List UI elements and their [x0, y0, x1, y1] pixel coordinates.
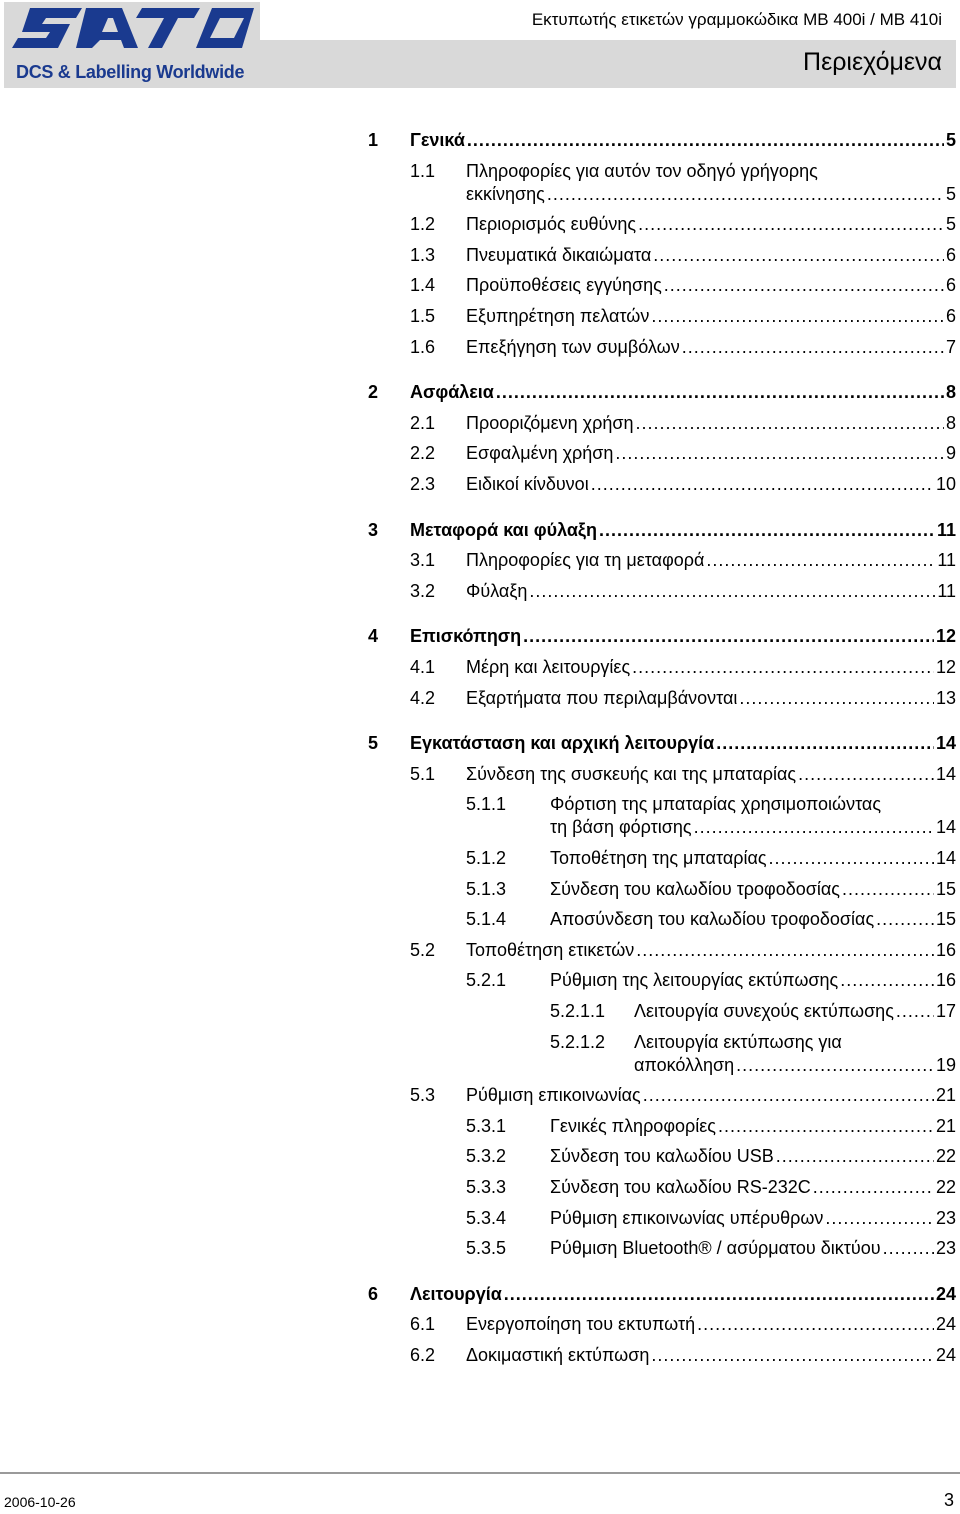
toc-entry-number: 1.1 — [410, 160, 436, 181]
toc-entry-line — [410, 127, 956, 153]
toc-page-number: 6 — [945, 275, 956, 296]
toc-entry-title: Λειτουργία — [410, 1283, 502, 1304]
toc-leader-dots — [840, 967, 934, 993]
toc-entry-title: Προοριζόμενη χρήση — [466, 412, 634, 433]
toc-leader-dots — [694, 814, 934, 840]
toc-entry-title: Πληροφορίες για τη μεταφορά — [466, 550, 705, 571]
toc-entry-number: 5.2.1.1 — [550, 1001, 606, 1021]
toc-entry-number: 1.3 — [410, 244, 436, 265]
toc-entry[interactable] — [0, 761, 960, 787]
toc-page-number: 16 — [935, 939, 956, 960]
toc-page-number: 11 — [937, 550, 956, 571]
toc-entry-number: 4.1 — [410, 657, 436, 677]
toc-entry-number: 5.1.3 — [466, 878, 507, 899]
toc-entry[interactable] — [0, 158, 960, 207]
toc-entry-number: 5.2 — [410, 939, 436, 960]
toc-entry-title: εκκίνησης — [466, 183, 545, 204]
toc-leader-dots — [876, 906, 934, 932]
toc-entry-number: 6 — [368, 1283, 379, 1304]
toc-entry-line — [466, 937, 956, 963]
toc-entry-title: Εσφαλμένη χρήση — [466, 443, 614, 464]
toc-entry-title: Εξυπηρέτηση πελατών — [466, 306, 650, 326]
toc-entry-title: Ρύθμιση Bluetooth® / ασύρματου δικτύου — [550, 1238, 881, 1259]
toc-page-number: 15 — [935, 909, 956, 930]
toc-entry-title: Επεξήγηση των συμβόλων — [466, 336, 680, 357]
toc-entry-title: Σύνδεση της συσκευής και της μπαταρίας — [466, 763, 797, 784]
toc-page-number: 14 — [935, 763, 956, 784]
toc-page-number: 24 — [935, 1283, 956, 1304]
toc-entry[interactable] — [0, 967, 960, 993]
toc-entry-line — [466, 547, 956, 573]
toc-entry[interactable] — [0, 1205, 960, 1231]
toc-entry-line — [410, 623, 956, 649]
toc-page-number: 23 — [935, 1238, 956, 1259]
toc-entry[interactable] — [0, 1143, 960, 1169]
toc-entry-line — [550, 1113, 956, 1139]
toc-entry-title: Φύλαξη — [466, 580, 528, 601]
toc-entry-title: Μέρη και λειτουργίες — [466, 657, 631, 677]
toc-entry-title: Ρύθμιση επικοινωνίας — [466, 1085, 641, 1106]
toc-entry-number: 5.3.2 — [466, 1146, 507, 1167]
toc-leader-dots — [599, 517, 935, 543]
toc-page-number: 12 — [935, 657, 956, 677]
toc-entry-title: Επισκόπηση — [410, 626, 522, 647]
toc-leader-dots — [896, 998, 934, 1024]
toc-leader-dots — [504, 1281, 934, 1307]
toc-leader-dots — [591, 471, 934, 497]
toc-page-number: 5 — [945, 214, 956, 235]
toc-chapter[interactable] — [0, 1281, 960, 1307]
toc-page-number: 8 — [945, 382, 956, 403]
toc-entry-number: 1.5 — [410, 306, 436, 326]
toc-leader-dots — [769, 845, 934, 871]
toc-entry-number: 6.1 — [410, 1314, 436, 1335]
toc-entry-number: 5.1.2 — [466, 848, 507, 868]
toc-page-number: 22 — [935, 1146, 956, 1167]
toc-page-number: 24 — [935, 1314, 956, 1335]
toc-page-number: 15 — [935, 878, 956, 899]
toc-entry[interactable] — [0, 547, 960, 573]
toc-entry-title: Αποσύνδεση του καλωδίου τροφοδοσίας — [550, 909, 875, 930]
toc-leader-dots — [467, 127, 944, 153]
toc-page-number: 14 — [935, 817, 956, 838]
toc-entry[interactable] — [0, 578, 960, 604]
toc-page-number: 11 — [937, 580, 956, 601]
toc-page-number: 6 — [945, 244, 956, 265]
toc-entry[interactable] — [0, 791, 960, 840]
toc-page-number: 21 — [935, 1085, 956, 1106]
toc-leader-dots — [523, 623, 934, 649]
toc-entry-number: 5.3 — [410, 1085, 436, 1106]
toc-entry-number: 1 — [368, 130, 379, 150]
toc-entry-number: 5.2.1.2 — [550, 1031, 606, 1052]
toc-entry-line — [550, 1205, 956, 1231]
toc-entry[interactable] — [0, 937, 960, 963]
toc-entry-line — [466, 654, 956, 680]
toc-entry-number: 5.2.1 — [466, 970, 507, 991]
toc-entry[interactable] — [0, 303, 960, 329]
toc-entry-number: 6.2 — [410, 1345, 436, 1365]
toc-entry[interactable] — [0, 906, 960, 932]
toc-leader-dots — [529, 578, 935, 604]
footer-date: 2006-10-26 — [4, 1494, 76, 1510]
toc-chapter[interactable] — [0, 730, 960, 756]
toc-entry-title: Ρύθμιση επικοινωνίας υπέρυθρων — [550, 1207, 824, 1228]
toc-page-number: 19 — [935, 1054, 956, 1075]
toc-entry-title: αποκόλληση — [634, 1054, 735, 1075]
toc-entry[interactable] — [0, 998, 960, 1024]
toc-entry-title: Εξαρτήματα που περιλαμβάνονται — [466, 687, 738, 708]
toc-entry-title: Εγκατάσταση και αρχική λειτουργία — [410, 733, 715, 754]
toc-entry[interactable] — [0, 1235, 960, 1261]
toc-leader-dots — [716, 730, 934, 756]
toc-leader-dots — [664, 272, 944, 298]
toc-entry-line — [634, 1052, 956, 1078]
toc-entry-line — [466, 272, 956, 298]
toc-entry-title-line1: Λειτουργία εκτύπωσης για — [634, 1031, 842, 1052]
toc-entry-title: Σύνδεση του καλωδίου USB — [550, 1146, 774, 1167]
toc-entry-line — [550, 876, 956, 902]
toc-entry-line — [550, 906, 956, 932]
toc-entry-number: 1.2 — [410, 214, 436, 235]
toc-page-number: 22 — [935, 1177, 956, 1197]
toc-page-number: 5 — [945, 183, 956, 204]
toc-leader-dots — [651, 1342, 934, 1368]
toc-entry[interactable] — [0, 1342, 960, 1368]
toc-entry-title: Τοποθέτηση ετικετών — [466, 939, 635, 960]
section-title: Περιεχόμενα — [803, 48, 942, 76]
toc-entry-title-line1: Πληροφορίες για αυτόν τον οδηγό γρήγορης — [466, 160, 818, 181]
toc-page-number: 23 — [935, 1207, 956, 1228]
toc-leader-dots — [842, 876, 934, 902]
toc-page-number: 13 — [935, 687, 956, 708]
toc-entry-line — [550, 1143, 956, 1169]
toc-entry[interactable] — [0, 876, 960, 902]
toc-entry-line — [466, 1082, 956, 1108]
toc-entry[interactable] — [0, 1113, 960, 1139]
toc-entry[interactable] — [0, 440, 960, 466]
toc-entry-title: Γενικά — [410, 130, 465, 150]
toc-entry-number: 5.3.1 — [466, 1115, 507, 1136]
toc-leader-dots — [635, 410, 944, 436]
toc-entry[interactable] — [0, 1311, 960, 1337]
toc-leader-dots — [651, 303, 944, 329]
toc-entry-line — [466, 578, 956, 604]
document-title: Εκτυπωτής ετικετών γραμμοκώδικα MB 400i / MB 410i — [531, 10, 942, 29]
toc-entry-title: Σύνδεση του καλωδίου RS-232C — [550, 1177, 811, 1197]
toc-leader-dots — [813, 1174, 934, 1200]
footer-divider — [0, 1472, 960, 1474]
toc-chapter[interactable] — [0, 517, 960, 543]
toc-entry[interactable] — [0, 654, 960, 680]
toc-entry-line — [466, 1311, 956, 1337]
toc-entry-number: 3.1 — [410, 550, 436, 571]
toc-entry-title: Σύνδεση του καλωδίου τροφοδοσίας — [550, 878, 840, 899]
sato-logo-icon — [12, 4, 262, 52]
toc-entry-line — [410, 1281, 956, 1307]
toc-leader-dots — [638, 211, 944, 237]
toc-page-number: 7 — [945, 336, 956, 357]
toc-entry-title: Γενικές πληροφορίες — [550, 1115, 716, 1136]
toc-entry-title: Τοποθέτηση της μπαταρίας — [550, 848, 767, 868]
toc-entry-number: 4 — [368, 626, 379, 647]
toc-entry[interactable] — [0, 471, 960, 497]
toc-entry[interactable] — [0, 242, 960, 268]
toc-page-number: 5 — [945, 130, 956, 150]
toc-page-number: 8 — [945, 412, 956, 433]
toc-entry-number: 5 — [368, 733, 379, 754]
toc-entry-line — [466, 471, 956, 497]
toc-leader-dots — [776, 1143, 934, 1169]
toc-leader-dots — [547, 181, 944, 207]
toc-entry-line — [550, 845, 956, 871]
toc-entry-line — [466, 242, 956, 268]
toc-entry-line — [466, 1342, 956, 1368]
toc-entry-line — [550, 1174, 956, 1200]
toc-entry-number: 5.3.3 — [466, 1177, 507, 1197]
toc-entry-line — [466, 761, 956, 787]
toc-leader-dots — [798, 761, 934, 787]
toc-entry-number: 1.6 — [410, 336, 436, 357]
toc-entry[interactable] — [0, 211, 960, 237]
toc-page-number: 24 — [935, 1345, 956, 1365]
toc-chapter[interactable] — [0, 623, 960, 649]
toc-page-number: 10 — [935, 474, 956, 494]
toc-entry-line — [466, 181, 956, 207]
toc-leader-dots — [636, 937, 934, 963]
logo-area — [4, 2, 260, 88]
toc-chapter[interactable] — [0, 127, 960, 153]
logo-tagline: DCS & Labelling Worldwide — [16, 62, 245, 82]
toc-chapter[interactable] — [0, 379, 960, 405]
toc-entry-line — [410, 379, 956, 405]
toc-page-number: 6 — [945, 306, 956, 326]
toc-entry-number: 5.3.5 — [466, 1238, 507, 1259]
toc-entry-line — [466, 440, 956, 466]
toc-page-number: 14 — [935, 733, 956, 754]
toc-leader-dots — [653, 242, 944, 268]
footer-page-number: 3 — [943, 1490, 954, 1510]
toc-leader-dots — [632, 654, 934, 680]
toc-entry-number: 2.1 — [410, 412, 436, 433]
toc-entry-line — [410, 517, 956, 543]
toc-leader-dots — [736, 1052, 934, 1078]
toc-entry-line — [550, 967, 956, 993]
toc-page-number: 21 — [935, 1115, 956, 1136]
toc-entry-line — [550, 814, 956, 840]
toc-entry-line — [634, 998, 956, 1024]
toc-entry[interactable] — [0, 1082, 960, 1108]
toc-leader-dots — [682, 334, 944, 360]
toc-entry-line — [466, 685, 956, 711]
toc-entry-number: 5.3.4 — [466, 1207, 507, 1228]
toc-entry-title: Περιορισμός ευθύνης — [466, 214, 637, 235]
toc-entry-title: Προϋποθέσεις εγγύησης — [466, 275, 662, 296]
toc-entry-title-line1: Φόρτιση της μπαταρίας χρησιμοποιώντας — [550, 794, 882, 815]
toc-entry-number: 3.2 — [410, 580, 436, 601]
toc-entry-title: Λειτουργία συνεχούς εκτύπωσης — [634, 1001, 894, 1021]
toc-entry-line — [466, 211, 956, 237]
toc-entry[interactable] — [0, 685, 960, 711]
page-header — [0, 0, 960, 96]
toc-page-number: 11 — [936, 519, 956, 540]
toc-leader-dots — [615, 440, 944, 466]
toc-entry-line — [466, 334, 956, 360]
toc-entry[interactable] — [0, 1029, 960, 1078]
toc-leader-dots — [825, 1205, 934, 1231]
toc-page-number: 9 — [945, 443, 956, 464]
toc-leader-dots — [643, 1082, 934, 1108]
toc-entry-line — [410, 730, 956, 756]
toc-entry-title: Μεταφορά και φύλαξη — [410, 519, 597, 540]
toc-entry-number: 5.1 — [410, 763, 436, 784]
toc-leader-dots — [739, 685, 934, 711]
toc-entry[interactable] — [0, 334, 960, 360]
toc-entry-title: τη βάση φόρτισης — [550, 817, 692, 838]
toc-entry-title: Ασφάλεια — [410, 382, 494, 403]
toc-entry-line — [550, 1235, 956, 1261]
toc-page-number: 12 — [935, 626, 956, 647]
toc-entry-number: 2.3 — [410, 474, 436, 494]
toc-entry[interactable] — [0, 410, 960, 436]
toc-entry-title: Ενεργοποίηση του εκτυπωτή — [466, 1314, 696, 1335]
toc-leader-dots — [697, 1311, 934, 1337]
toc-entry-number: 5.1.1 — [466, 794, 507, 815]
toc-entry-line — [466, 410, 956, 436]
toc-entry-number: 4.2 — [410, 687, 436, 708]
toc-entry-number: 5.1.4 — [466, 909, 507, 930]
toc-entry[interactable] — [0, 845, 960, 871]
toc-entry[interactable] — [0, 272, 960, 298]
toc-leader-dots — [496, 379, 944, 405]
toc-entry-number: 2 — [368, 382, 379, 403]
toc-leader-dots — [883, 1235, 934, 1261]
toc-entry-title: Πνευματικά δικαιώματα — [466, 244, 652, 265]
toc-entry-number: 2.2 — [410, 443, 436, 464]
toc-entry-number: 1.4 — [410, 275, 436, 296]
toc-page-number: 14 — [935, 848, 956, 868]
toc-page-number: 17 — [935, 1001, 956, 1021]
toc-page-number: 16 — [935, 970, 956, 991]
toc-entry-title: Ειδικοί κίνδυνοι — [466, 474, 589, 494]
toc-entry-title: Ρύθμιση της λειτουργίας εκτύπωσης — [550, 970, 839, 991]
toc-entry-line — [466, 303, 956, 329]
toc-entry-title: Δοκιμαστική εκτύπωση — [466, 1345, 650, 1365]
toc-entry[interactable] — [0, 1174, 960, 1200]
toc-leader-dots — [706, 547, 935, 573]
toc-leader-dots — [718, 1113, 934, 1139]
toc-entry-number: 3 — [368, 519, 379, 540]
